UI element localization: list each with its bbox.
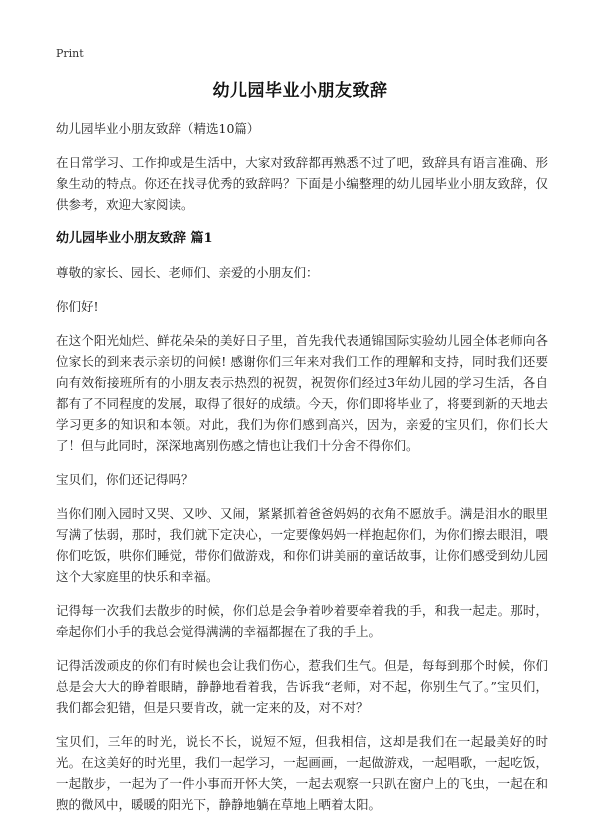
body-paragraph: 记得每一次我们去散步的时候，你们总是会争着吵着要牵着我的手，和我一起走。那时，牵起你们小手的我总会觉得满满的幸福都握在了我的手上。 [56, 603, 548, 639]
body-paragraph: 记得活泼顽皮的你们有时候也会让我们伤心，惹我们生气。但是，每每到那个时候，你们总是会大大的睁着眼睛，静静地看着我，告诉我“老师，对不起，你别生气了。”宝贝们，我们都会犯错，但是只要肯改，就一定来的及，对不对？ [56, 658, 548, 715]
document-subtitle: 幼儿园毕业小朋友致辞（精选10篇） [56, 121, 260, 136]
body-paragraph: 宝贝们，三年的时光，说长不长，说短不短，但我相信，这却是我们在一起最美好的时光。在这美好的时光里，我们一起学习，一起画画，一起做游戏，一起唱歌，一起吃饭，一起散步，一起为了一件小事而开怀大笑，一起去观察一只趴在窗户上的飞虫，一起在和煦的微风中，暖暖的阳光下，静静地躺在草地上晒着太阳。 [56, 734, 548, 812]
document-body [56, 118, 548, 828]
salutation-paragraph: 尊敬的家长、园长、老师们、亲爱的小朋友们： [56, 265, 319, 280]
body-paragraph: 当你们刚入园时又哭、又吵、又闹，紧紧抓着爸爸妈妈的衣角不愿放手。满是泪水的眼里写满了怯弱，那时，我们就下定决心，一定要像妈妈一样抱起你们，为你们擦去眼泪，喂你们吃饭，哄你们睡觉，带你们做游戏，和你们讲美丽的童话故事，让你们感受到幼儿园这个大家庭里的快乐和幸福。 [56, 506, 548, 584]
intro-paragraph: 在日常学习、工作抑或是生活中，大家对致辞都再熟悉不过了吧，致辞具有语言准确、形象生动的特点。你还在找寻优秀的致辞吗？下面是小编整理的幼儿园毕业小朋友致辞，仅供参考，欢迎大家阅读。 [56, 155, 548, 212]
section-heading: 幼儿园毕业小朋友致辞 篇1 [56, 231, 213, 246]
greeting-paragraph: 你们好! [56, 299, 99, 314]
document-title: 幼儿园毕业小朋友致辞 [212, 81, 388, 101]
body-paragraph: 宝贝们，你们还记得吗？ [56, 472, 194, 487]
body-paragraph: 在这个阳光灿烂、鲜花朵朵的美好日子里，首先我代表通锦国际实验幼儿园全体老师向各位家长的到来表示亲切的问候! 感谢你们三年来对我们工作的理解和支持，同时我们还要向有效衔接班所有的小朋友表示热烈的祝贺，祝贺你们经过3年幼儿园的学习生活，各自都有了不同程度的发展，取得了很好的成绩。今天，你们即将毕业了，将要到新的天地去学习更多的知识和本领。对此，我们为你们感到高兴，因为，亲爱的宝贝们，你们长大了！但与此同时，深深地离别伤感之情也让我们十分舍不得你们。 [56, 333, 548, 453]
print-link[interactable]: Print [56, 47, 84, 60]
